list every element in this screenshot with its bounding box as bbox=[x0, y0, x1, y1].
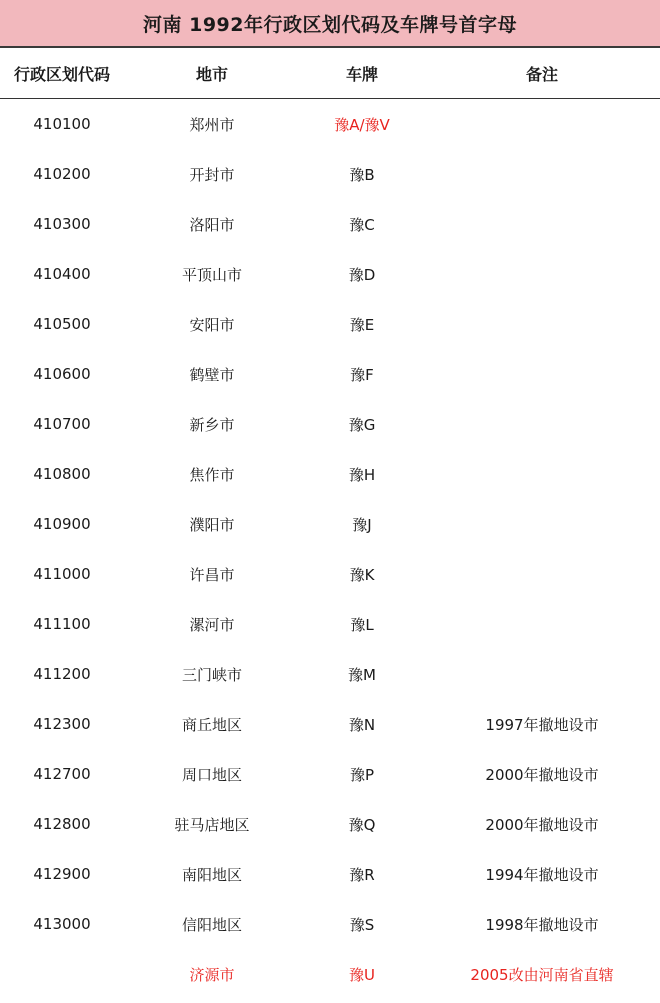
cell-code: 413000 bbox=[33, 915, 91, 933]
cell-note: 1998年撤地设市 bbox=[485, 915, 599, 934]
cell-plate: 豫G bbox=[348, 415, 376, 434]
cell-city: 信阳地区 bbox=[181, 915, 242, 934]
table-row bbox=[0, 849, 660, 899]
cell-city: 鹤壁市 bbox=[189, 365, 235, 384]
cell-plate: 豫C bbox=[349, 215, 375, 234]
cell-city: 焦作市 bbox=[189, 465, 235, 484]
cell-code: 411100 bbox=[33, 615, 91, 633]
cell-plate: 豫Q bbox=[348, 815, 376, 834]
table-header-row bbox=[0, 48, 660, 99]
cell-plate: 豫H bbox=[348, 465, 376, 484]
table-row bbox=[0, 899, 660, 949]
cell-code: 412300 bbox=[33, 715, 91, 733]
header-city: 地市 bbox=[195, 64, 228, 84]
table-row bbox=[0, 99, 660, 149]
cell-city: 郑州市 bbox=[189, 115, 235, 134]
header-note: 备注 bbox=[525, 64, 558, 84]
cell-plate: 豫A/豫V bbox=[334, 115, 390, 134]
table-row bbox=[0, 549, 660, 599]
cell-note: 2000年撤地设市 bbox=[485, 815, 599, 834]
cell-code: 410200 bbox=[33, 165, 91, 183]
cell-city: 开封市 bbox=[189, 165, 235, 184]
table-row bbox=[0, 749, 660, 799]
cell-city: 周口地区 bbox=[181, 765, 242, 784]
cell-plate: 豫D bbox=[348, 265, 376, 284]
table-row bbox=[0, 249, 660, 299]
cell-code: 412700 bbox=[33, 765, 91, 783]
cell-code: 410900 bbox=[33, 515, 91, 533]
header-plate: 车牌 bbox=[345, 64, 378, 84]
cell-plate: 豫B bbox=[349, 165, 375, 184]
table-row bbox=[0, 199, 660, 249]
table-row bbox=[0, 399, 660, 449]
cell-city: 濮阳市 bbox=[189, 515, 235, 534]
cell-code: 411000 bbox=[33, 565, 91, 583]
cell-plate: 豫R bbox=[349, 865, 375, 884]
cell-note: 1997年撤地设市 bbox=[485, 715, 599, 734]
cell-city: 安阳市 bbox=[189, 315, 235, 334]
cell-plate: 豫J bbox=[352, 515, 372, 534]
cell-plate: 豫K bbox=[349, 565, 375, 584]
cell-city: 平顶山市 bbox=[181, 265, 242, 284]
cell-city: 新乡市 bbox=[189, 415, 235, 434]
table-row bbox=[0, 799, 660, 849]
cell-code: 410400 bbox=[33, 265, 91, 283]
table-row bbox=[0, 499, 660, 549]
cell-code: 410100 bbox=[33, 115, 91, 133]
cell-city: 许昌市 bbox=[189, 565, 235, 584]
cell-code: 410600 bbox=[33, 365, 91, 383]
cell-plate: 豫S bbox=[349, 915, 375, 934]
table-title: 河南 1992年行政区划代码及车牌号首字母 bbox=[0, 0, 660, 48]
cell-plate: 豫M bbox=[348, 665, 376, 684]
cell-plate: 豫N bbox=[348, 715, 376, 734]
header-code: 行政区划代码 bbox=[13, 64, 110, 84]
cell-plate: 豫U bbox=[349, 965, 375, 984]
cell-code: 410700 bbox=[33, 415, 91, 433]
cell-city: 三门峡市 bbox=[181, 665, 242, 684]
table-row bbox=[0, 349, 660, 399]
table-row bbox=[0, 949, 660, 999]
cell-city: 商丘地区 bbox=[181, 715, 242, 734]
cell-city: 驻马店地区 bbox=[174, 815, 250, 834]
cell-plate: 豫P bbox=[349, 765, 375, 784]
cell-plate: 豫L bbox=[350, 615, 374, 634]
table-row bbox=[0, 699, 660, 749]
cell-code: 412800 bbox=[33, 815, 91, 833]
table-row bbox=[0, 649, 660, 699]
cell-code: 411200 bbox=[33, 665, 91, 683]
table-body bbox=[0, 99, 660, 999]
cell-note: 1994年撤地设市 bbox=[485, 865, 599, 884]
cell-city: 济源市 bbox=[189, 965, 235, 984]
cell-plate: 豫E bbox=[349, 315, 375, 334]
cell-plate: 豫F bbox=[350, 365, 374, 384]
cell-city: 南阳地区 bbox=[181, 865, 242, 884]
cell-city: 漯河市 bbox=[189, 615, 235, 634]
cell-code: 412900 bbox=[33, 865, 91, 883]
table-row bbox=[0, 299, 660, 349]
plate-code-table bbox=[0, 48, 660, 999]
table-row bbox=[0, 149, 660, 199]
table-row bbox=[0, 599, 660, 649]
cell-note: 2000年撤地设市 bbox=[485, 765, 599, 784]
cell-code: 410300 bbox=[33, 215, 91, 233]
table-row bbox=[0, 449, 660, 499]
cell-city: 洛阳市 bbox=[189, 215, 235, 234]
cell-note: 2005改由河南省直辖 bbox=[470, 965, 614, 984]
cell-code: 410500 bbox=[33, 315, 91, 333]
cell-code: 410800 bbox=[33, 465, 91, 483]
